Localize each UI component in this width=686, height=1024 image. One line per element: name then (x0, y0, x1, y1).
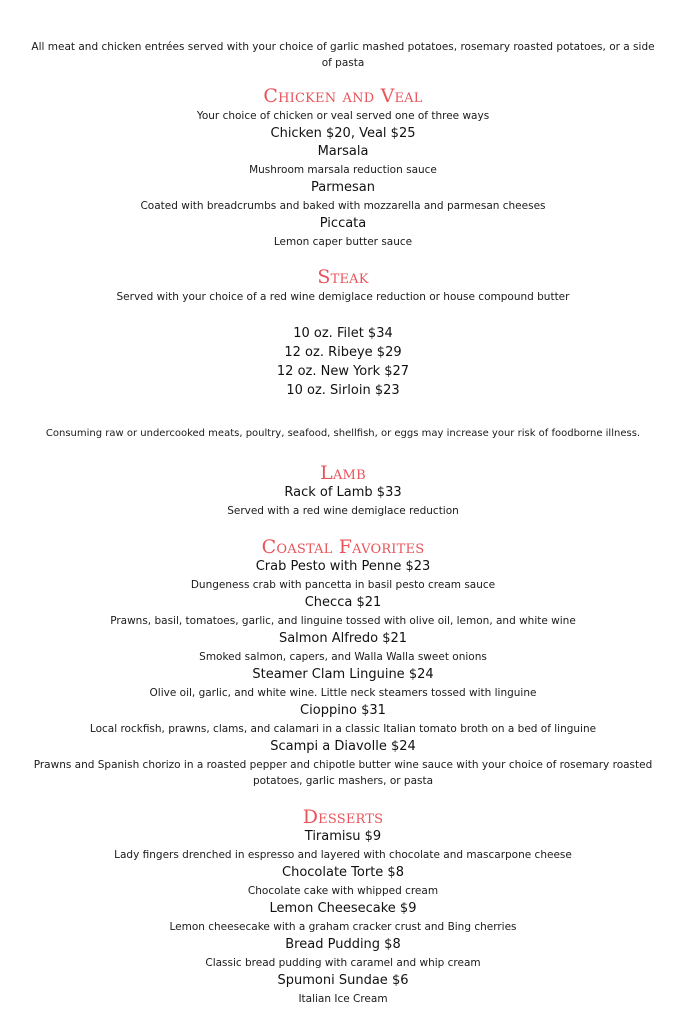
menu-item-name: Rack of Lamb $33 (284, 485, 402, 500)
section-lamb (0, 462, 686, 520)
menu-item-description: Classic bread pudding with caramel and whip cream (205, 957, 481, 969)
menu-item-description: Prawns, basil, tomatoes, garlic, and linguine tossed with olive oil, lemon, and white wine (110, 615, 576, 627)
menu-item-name: Marsala (317, 144, 369, 159)
section-heading: Steak (317, 266, 369, 288)
menu-item-name: Parmesan (311, 180, 375, 195)
section-coastal-favorites (0, 536, 686, 789)
menu-item-description: Dungeness crab with pancetta in basil pesto cream sauce (190, 579, 496, 591)
section-heading: Coastal Favorites (261, 536, 425, 558)
section-desserts (0, 806, 686, 1008)
menu-item-name: 10 oz. Filet $34 (293, 326, 393, 341)
menu-item-description: Prawns and Spanish chorizo in a roasted pepper and chipotle butter wine sauce with your choice of rosemary roasted potatoes, garlic mashers, or pasta (33, 759, 653, 787)
menu-item-name: Lemon Cheesecake $9 (269, 901, 417, 916)
menu-item-name: 10 oz. Sirloin $23 (286, 383, 400, 398)
menu-item-description: Smoked salmon, capers, and Walla Walla sweet onions (199, 651, 487, 663)
menu-item-name: Piccata (319, 216, 367, 231)
section-heading: Lamb (320, 462, 366, 484)
menu-item-name: Checca $21 (304, 595, 382, 610)
section-heading: Desserts (302, 806, 384, 828)
menu-item-name: Scampi a Diavolle $24 (270, 739, 416, 754)
section-chicken-veal (0, 85, 686, 251)
menu-item-name: Tiramisu $9 (304, 829, 382, 844)
menu-item-name: Steamer Clam Linguine $24 (252, 667, 434, 682)
section-subtitle: Served with your choice of a red wine demiglace reduction or house compound butter (116, 291, 570, 303)
menu-item-description: Coated with breadcrumbs and baked with mozzarella and parmesan cheeses (140, 200, 546, 212)
menu-item-name: Bread Pudding $8 (285, 937, 401, 952)
menu-item-description: Mushroom marsala reduction sauce (249, 164, 437, 176)
food-safety-warning: Consuming raw or undercooked meats, poultry, seafood, shellfish, or eggs may increase your risk of foodborne illness. (45, 428, 641, 439)
menu-item-description: Served with a red wine demiglace reduction (227, 505, 459, 517)
menu-item-description: Italian Ice Cream (298, 993, 388, 1005)
menu-item-name: Spumoni Sundae $6 (277, 973, 409, 988)
menu-item-name: Salmon Alfredo $21 (278, 631, 408, 646)
menu-item-name: 12 oz. New York $27 (276, 364, 410, 379)
section-subtitle: Your choice of chicken or veal served one of three ways (196, 110, 490, 122)
menu-item-description: Olive oil, garlic, and white wine. Little neck steamers tossed with linguine (149, 687, 537, 699)
section-heading: Chicken and Veal (263, 85, 423, 107)
menu-item-name: Chicken $20, Veal $25 (270, 126, 416, 141)
menu-item-name: 12 oz. Ribeye $29 (284, 345, 402, 360)
menu-item-description: Lemon cheesecake with a graham cracker crust and Bing cherries (169, 921, 517, 933)
intro-note: All meat and chicken entrées served with your choice of garlic mashed potatoes, rosemary roasted potatoes, or a side of pasta (31, 41, 655, 69)
menu-item-name: Cioppino $31 (300, 703, 386, 718)
menu-item-description: Lady fingers drenched in espresso and layered with chocolate and mascarpone cheese (114, 849, 572, 861)
menu-item-description: Chocolate cake with whipped cream (247, 885, 439, 897)
menu-item-description: Lemon caper butter sauce (273, 236, 413, 248)
menu-item-description: Local rockfish, prawns, clams, and calamari in a classic Italian tomato broth on a bed of linguine (89, 723, 597, 735)
menu-item-name: Crab Pesto with Penne $23 (255, 559, 431, 574)
menu-item-name: Chocolate Torte $8 (282, 865, 404, 880)
section-steak (0, 266, 686, 400)
